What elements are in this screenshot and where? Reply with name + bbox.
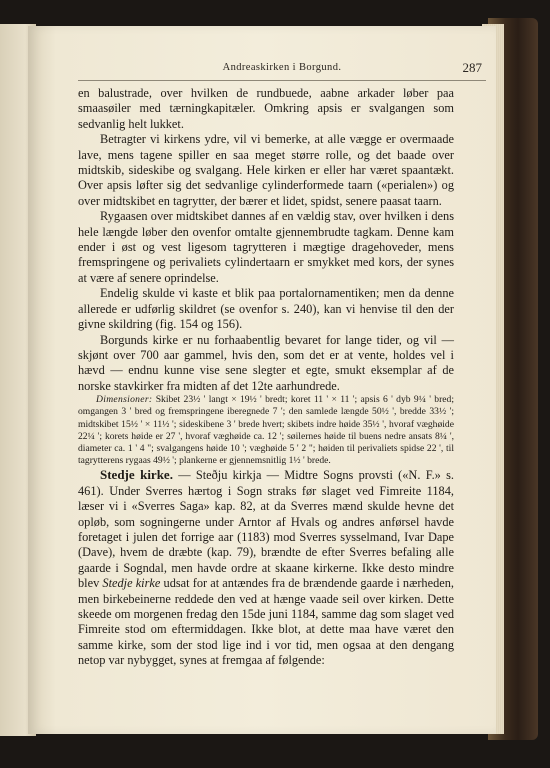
paragraph: Rygaasen over midtskibet dannes af en vældig stav, over hvilken i dens hele længde løber den ovenfor omtalte gjennembrudte tagkam. Denne kam ender i øst og vest ligesom tagrytteren i mægtige dragehoveder, mens fremspringene og perivaliets cylindertaarn er smykket med kors, der synes at være af senere oprindelse. xyxy=(78,209,454,285)
running-head: Andreaskirken i Borgund. xyxy=(222,62,342,73)
paragraph: Betragter vi kirkens ydre, vil vi bemerke, at alle vægge er overmaade lave, mens tagene spiller en saa meget større rolle, og det baade over midtskib, sideskibe og svalgang. Hele kirken er eller har været spaantækt. Over apsis løfter sig det sedvanlige cylinderformede taarn («perialen») og over midtskibet en tagrytter, der bærer et lidet, spidst, senere paasat taarn. xyxy=(78,132,454,208)
page-number: 287 xyxy=(462,60,482,75)
dimensions-label: Dimensioner: xyxy=(96,394,153,406)
paragraph: Endelig skulde vi kaste et blik paa portalornamentiken; men da denne allerede er udførlig skildret (se ovenfor s. 240), kan vi henvise til den der givne skildring (fig. 154 og 156). xyxy=(78,286,454,332)
section-heading: Stedje kirke. xyxy=(100,467,173,483)
body-text xyxy=(78,86,454,669)
stedje-text-2: udsat for at antændes fra de brændende gaarde i nærheden, men birkebeinerne reddede den ved at hænge vaade seil over kirken. Dette skeede om morgenen fredag den 15de juni 1184, samme dag som slaget ved Fimreite stod om eftermiddagen. Ikke blot, at dette maa have været den samme kirke, som der stod lige ind i vor tid, men ogsaa at den dengang netop var nybygget, synes at fremgaa af følgende: xyxy=(78,576,454,668)
dimensions-text: Skibet 23½ ' langt × 19½ ' bredt; koret 11 ' × 11 '; apsis 6 ' dyb 9¼ ' bred; omgangen 3 ' bred og fremspringene iberegnede 7 '; den samlede længde 50½ ', bredde 33½ '; midtskibet 15½ ' × 11½ '; sideskibene 3 ' brede hvert; skibets indre høide 35½ ', hvoraf væghøide 22¼ '; korets høide er 27 ', hvoraf væghøide ca. 12 '; søilernes høide til buens nedre ansats 8¼ ', diameter ca. 1 ' 4 "; svalgangens høide 10 '; væghøide 5 ' 2 "; høiden til perivaliets spidse 22 ', til tagrytterens rygaas 49½ '; plankerne er gjennemsnitlig 1½ ' brede. xyxy=(78,394,454,467)
paragraph: en balustrade, over hvilken de rundbuede, aabne arkader løber paa smaasøiler med tærningkapitæler. Omkring apsis er svalgangen som sedvanlig helt lukket. xyxy=(78,86,454,131)
book-page xyxy=(28,26,496,734)
stedje-italic-name: Stedje kirke xyxy=(102,576,161,591)
page-header xyxy=(78,58,486,81)
stedje-text-1: — Steðju kirkja — Midtre Sogns provsti («N. F.» s. 461). Under Sverres hærtog i Sogn straks før slaget ved Fimreite 1184, læser vi i «Sverres Saga» kap. 82, at da Sverres mænd skulde hevne det opløb, som sogningerne under Arntor af Hvals og andres anførsel havde foretaget i julen det forrige aar (1183) mod Sverres sysselmand, Ivar Dape (Dave), hvem de dræbte (kap. 79), brændte de efter Sverres befaling alle gaarde i Sogndal, men havde ordre at skaane kirkerne. Ikke desto mindre blev xyxy=(78,468,454,591)
dimensions-note xyxy=(78,394,454,467)
paragraph: Borgunds kirke er nu forhaabentlig bevaret for lange tider, og vil — skjønt over 700 aar gammel, hvis den, som det er at vente, holdes vel i hævd — endnu kunne vise sene slegter et egte, smukt eksemplar af de norske stavkirker fra midten af det 12te aarhundrede. xyxy=(78,332,454,393)
stedje-section xyxy=(78,467,454,668)
